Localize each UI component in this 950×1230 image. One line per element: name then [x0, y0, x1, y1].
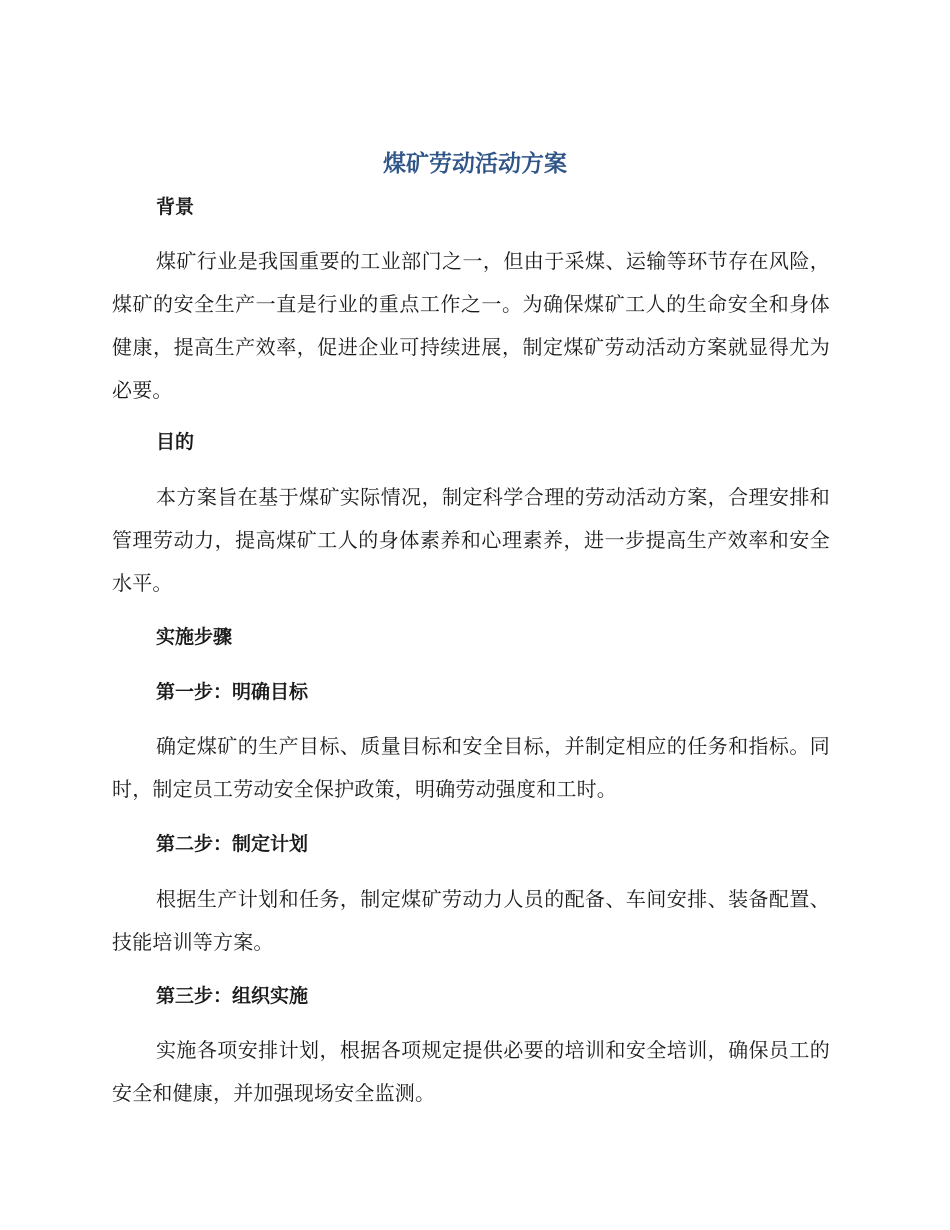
document-title: 煤矿劳动活动方案	[383, 151, 567, 177]
step-heading-3: 第三步：组织实施	[156, 985, 309, 1007]
paragraph-step-1: 确定煤矿的生产目标、质量目标和安全目标，并制定相应的任务和指标。同时，制定员工劳动安全保护政策，明确劳动强度和工时。	[112, 734, 830, 801]
section-heading-background: 背景	[156, 196, 195, 218]
step-heading-1: 第一步：明确目标	[156, 681, 309, 703]
paragraph-step-2: 根据生产计划和任务，制定煤矿劳动力人员的配备、车间安排、装备配置、技能培训等方案。	[112, 887, 830, 954]
paragraph-background: 煤矿行业是我国重要的工业部门之一，但由于采煤、运输等环节存在风险，煤矿的安全生产一直是行业的重点工作之一。为确保煤矿工人的生命安全和身体健康，提高生产效率，促进企业可持续进展，制定煤矿劳动活动方案就显得尤为必要。	[112, 249, 830, 402]
section-heading-steps: 实施步骤	[156, 626, 233, 648]
paragraph-purpose: 本方案旨在基于煤矿实际情况，制定科学合理的劳动活动方案，合理安排和管理劳动力，提高煤矿工人的身体素养和心理素养，进一步提高生产效率和安全水平。	[112, 485, 830, 595]
step-heading-2: 第二步：制定计划	[156, 833, 309, 855]
section-heading-purpose: 目的	[156, 431, 195, 453]
paragraph-step-3: 实施各项安排计划，根据各项规定提供必要的培训和安全培训，确保员工的安全和健康，并加强现场安全监测。	[112, 1038, 830, 1105]
